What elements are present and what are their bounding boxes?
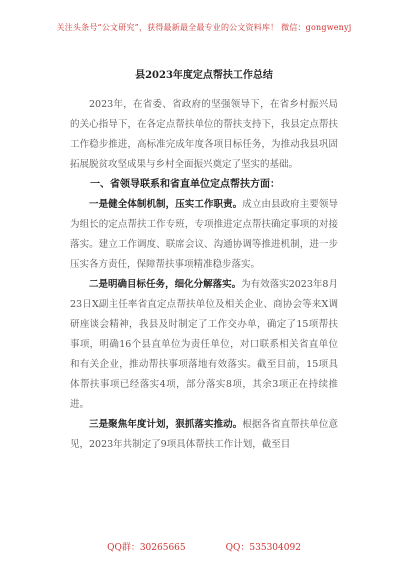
top-promo-banner: 关注头条号“公文研究”，获得最新最全最专业的公文资料库！ 微信：gongwenyj bbox=[56, 23, 352, 32]
paragraph-item-1 bbox=[70, 195, 338, 275]
qq-group-text: QQ群：30265665 bbox=[107, 543, 186, 553]
item-3-body: 根据各省直帮扶单位意见，2023年共制定了9项具体帮扶工作计划，截至目 bbox=[70, 419, 338, 450]
document-body bbox=[70, 60, 338, 455]
item-1-body: 成立由县政府主要领导为组长的定点帮扶工作专班，专项推进定点帮扶确定事项的对接落实。建立工作调度、联席会议、沟通协调等推进机制，进一步压实各方责任，保障帮扶事项精准稳步落实。 bbox=[70, 199, 338, 270]
item-3-lead: 三是聚焦年度计划，狠抓落实推动。 bbox=[89, 419, 243, 430]
item-2-body: 为有效落实2023年8月23日X副主任率省直定点帮扶单位及相关企业、商协会等来X调研座谈会精神，我县及时制定了工作交办单，确定了15项帮扶事项，明确16个县直单位为责任单位，对口联系相关省直单位和有关企业，推动帮扶事项落地有效落实。截至目前，15项具体帮扶事项已经落实4项，部分落实8项，其余3项正在持续推进。 bbox=[70, 279, 338, 410]
paragraph-item-3 bbox=[70, 415, 338, 455]
item-1-lead: 一是健全体制机制，压实工作职责。 bbox=[89, 199, 243, 210]
section-heading: 一、省领导联系和省直单位定点帮扶方面： bbox=[90, 179, 280, 190]
intro-paragraph: 2023年，在省委、省政府的坚强领导下，在省乡村振兴局的关心指导下，在各定点帮扶单位的帮扶支持下，我县定点帮扶工作稳步推进，高标准完成年度各项目标任务，为推动我县巩固拓展脱贫攻坚成果与乡村全面振兴奠定了坚实的基础。 bbox=[70, 99, 338, 170]
document-title: 县2023年度定点帮扶工作总结 bbox=[135, 70, 273, 81]
bottom-contact-banner bbox=[0, 540, 408, 553]
paragraph-item-2 bbox=[70, 275, 338, 415]
item-2-lead: 二是明确目标任务，细化分解落实。 bbox=[89, 279, 242, 290]
qq-contact-text: QQ：535304092 bbox=[225, 543, 301, 553]
